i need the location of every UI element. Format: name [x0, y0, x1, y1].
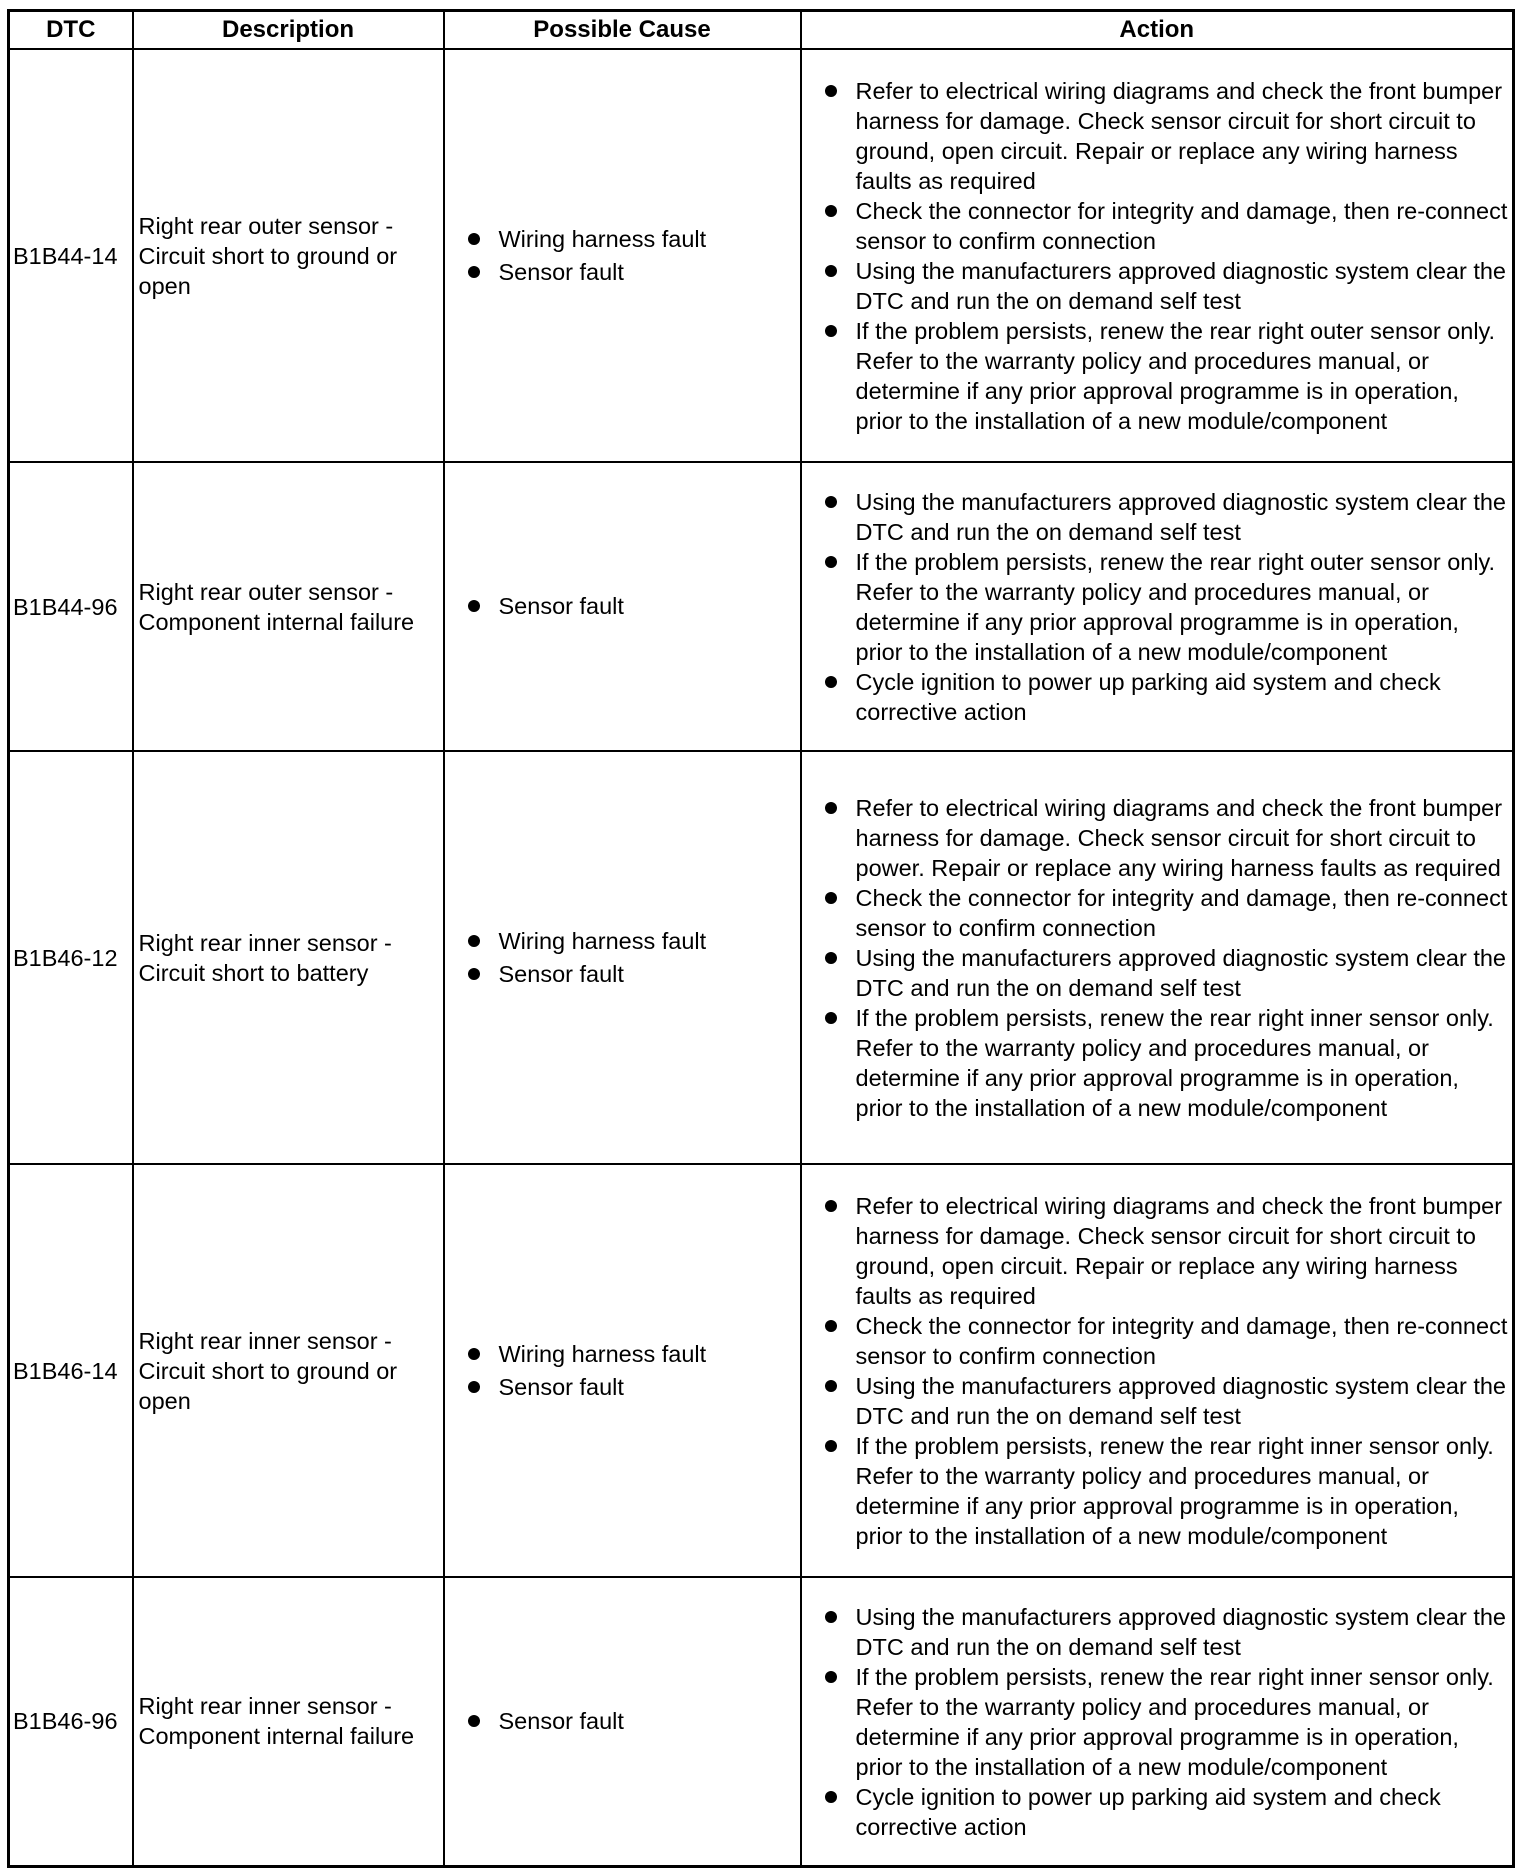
- bullet-icon: [825, 1440, 837, 1452]
- possible-cause-cell: [444, 462, 801, 751]
- action-item: [822, 1662, 1509, 1782]
- cause-item: [465, 958, 794, 991]
- cause-text: Sensor fault: [498, 1707, 624, 1734]
- action-item: [822, 667, 1509, 727]
- action-cell: [801, 462, 1514, 751]
- table-row: [9, 1577, 1514, 1866]
- action-text: Check the connector for integrity and damage, then re-connect sensor to confirm connection: [855, 885, 1508, 941]
- cause-text: Wiring harness fault: [498, 225, 707, 252]
- cause-list: [465, 1338, 794, 1404]
- action-text: Refer to electrical wiring diagrams and check the front bumper harness for damage. Check sensor circuit for short circuit to ground, open circuit. Repair or replace any wiring harness faults as required: [855, 1193, 1503, 1309]
- bullet-icon: [468, 1348, 480, 1360]
- action-item: [822, 1782, 1509, 1842]
- cause-text: Sensor fault: [498, 593, 624, 619]
- dtc-code: B1B46-96: [9, 1577, 133, 1866]
- action-item: [822, 1003, 1509, 1123]
- cause-list: [465, 590, 794, 623]
- action-text: If the problem persists, renew the rear right outer sensor only. Refer to the warranty policy and procedures manual, or determine if any prior approval programme is in operation, prior to the installation of a new module/component: [855, 549, 1496, 665]
- bullet-icon: [825, 496, 837, 508]
- dtc-code: B1B46-14: [9, 1164, 133, 1577]
- action-cell: [801, 1577, 1514, 1866]
- table-row: [9, 49, 1514, 462]
- bullet-icon: [468, 935, 480, 947]
- dtc-code: B1B44-96: [9, 462, 133, 751]
- dtc-description: Right rear outer sensor - Component internal failure: [133, 462, 444, 751]
- dtc-description: Right rear inner sensor - Circuit short to battery: [133, 751, 444, 1164]
- table-row: [9, 462, 1514, 751]
- action-cell: [801, 751, 1514, 1164]
- bullet-icon: [825, 85, 837, 97]
- action-text: Check the connector for integrity and damage, then re-connect sensor to confirm connection: [855, 198, 1508, 254]
- bullet-icon: [825, 952, 837, 964]
- action-text: Using the manufacturers approved diagnostic system clear the DTC and run the on demand self test: [855, 489, 1506, 545]
- action-item: [822, 76, 1509, 196]
- bullet-icon: [468, 233, 480, 245]
- cause-item: [465, 1338, 794, 1371]
- action-text: Check the connector for integrity and damage, then re-connect sensor to confirm connection: [855, 1313, 1508, 1369]
- bullet-icon: [825, 1380, 837, 1392]
- action-list: [822, 793, 1509, 1123]
- header-dtc: DTC: [9, 11, 133, 50]
- cause-text: Wiring harness fault: [498, 1340, 707, 1367]
- bullet-icon: [825, 556, 837, 568]
- cause-item: [465, 256, 794, 289]
- possible-cause-cell: [444, 49, 801, 462]
- action-text: If the problem persists, renew the rear right inner sensor only. Refer to the warranty policy and procedures manual, or determine if any prior approval programme is in operation, prior to the installation of a new module/component: [855, 1433, 1494, 1549]
- dtc-description: Right rear inner sensor - Circuit short to ground or open: [133, 1164, 444, 1577]
- cause-item: [465, 590, 794, 623]
- bullet-icon: [825, 1671, 837, 1683]
- bullet-icon: [825, 265, 837, 277]
- possible-cause-cell: [444, 751, 801, 1164]
- action-cell: [801, 49, 1514, 462]
- action-text: Refer to electrical wiring diagrams and check the front bumper harness for damage. Check sensor circuit for short circuit to power. Repair or replace any wiring harness faults as required: [855, 795, 1503, 881]
- action-item: [822, 487, 1509, 547]
- bullet-icon: [825, 1012, 837, 1024]
- bullet-icon: [825, 802, 837, 814]
- cause-text: Sensor fault: [498, 258, 624, 285]
- cause-item: [465, 1705, 794, 1738]
- action-item: [822, 316, 1509, 436]
- cause-item: [465, 1371, 794, 1404]
- action-item: [822, 793, 1509, 883]
- action-item: [822, 256, 1509, 316]
- bullet-icon: [468, 968, 480, 980]
- action-list: [822, 487, 1509, 727]
- table-row: [9, 751, 1514, 1164]
- dtc-code: B1B46-12: [9, 751, 133, 1164]
- bullet-icon: [825, 1320, 837, 1332]
- action-text: If the problem persists, renew the rear right inner sensor only. Refer to the warranty policy and procedures manual, or determine if any prior approval programme is in operation, prior to the installation of a new module/component: [855, 1663, 1494, 1780]
- table-row: [9, 1164, 1514, 1577]
- action-list: [822, 1191, 1509, 1551]
- cause-text: Sensor fault: [498, 960, 624, 987]
- bullet-icon: [825, 325, 837, 337]
- cause-text: Wiring harness fault: [498, 927, 707, 954]
- bullet-icon: [825, 1200, 837, 1212]
- action-text: Using the manufacturers approved diagnostic system clear the DTC and run the on demand self test: [855, 945, 1506, 1001]
- action-list: [822, 1602, 1509, 1842]
- header-row: [9, 11, 1514, 50]
- possible-cause-cell: [444, 1577, 801, 1866]
- action-item: [822, 196, 1509, 256]
- header-possible-cause: Possible Cause: [444, 11, 801, 50]
- action-item: [822, 1602, 1509, 1662]
- action-item: [822, 1371, 1509, 1431]
- action-text: Using the manufacturers approved diagnostic system clear the DTC and run the on demand self test: [855, 1603, 1506, 1660]
- header-description: Description: [133, 11, 444, 50]
- cause-list: [465, 925, 794, 991]
- cause-text: Sensor fault: [498, 1373, 624, 1400]
- action-item: [822, 1311, 1509, 1371]
- bullet-icon: [825, 676, 837, 688]
- dtc-description: Right rear inner sensor - Component internal failure: [133, 1577, 444, 1866]
- action-item: [822, 1431, 1509, 1551]
- action-item: [822, 883, 1509, 943]
- action-text: Refer to electrical wiring diagrams and check the front bumper harness for damage. Check sensor circuit for short circuit to ground, open circuit. Repair or replace any wiring harness faults as required: [855, 78, 1503, 194]
- cause-list: [465, 1705, 794, 1738]
- bullet-icon: [468, 1715, 480, 1727]
- bullet-icon: [825, 1791, 837, 1803]
- dtc-code: B1B44-14: [9, 49, 133, 462]
- action-item: [822, 1191, 1509, 1311]
- action-item: [822, 943, 1509, 1003]
- action-text: If the problem persists, renew the rear right inner sensor only. Refer to the warranty policy and procedures manual, or determine if any prior approval programme is in operation, prior to the installation of a new module/component: [855, 1005, 1494, 1121]
- bullet-icon: [468, 1381, 480, 1393]
- bullet-icon: [468, 600, 480, 612]
- bullet-icon: [825, 1611, 837, 1623]
- dtc-description: Right rear outer sensor - Circuit short to ground or open: [133, 49, 444, 462]
- dtc-table: [7, 9, 1515, 1868]
- cause-list: [465, 223, 794, 289]
- bullet-icon: [825, 205, 837, 217]
- bullet-icon: [825, 892, 837, 904]
- action-text: Using the manufacturers approved diagnostic system clear the DTC and run the on demand self test: [855, 258, 1506, 314]
- bullet-icon: [468, 266, 480, 278]
- action-text: Cycle ignition to power up parking aid system and check corrective action: [855, 669, 1441, 725]
- action-cell: [801, 1164, 1514, 1577]
- cause-item: [465, 223, 794, 256]
- action-text: Cycle ignition to power up parking aid system and check corrective action: [855, 1783, 1441, 1840]
- cause-item: [465, 925, 794, 958]
- action-text: If the problem persists, renew the rear right outer sensor only. Refer to the warranty policy and procedures manual, or determine if any prior approval programme is in operation, prior to the installation of a new module/component: [855, 318, 1496, 434]
- action-list: [822, 76, 1509, 436]
- action-item: [822, 547, 1509, 667]
- possible-cause-cell: [444, 1164, 801, 1577]
- action-text: Using the manufacturers approved diagnostic system clear the DTC and run the on demand self test: [855, 1373, 1506, 1429]
- header-action: Action: [801, 11, 1514, 50]
